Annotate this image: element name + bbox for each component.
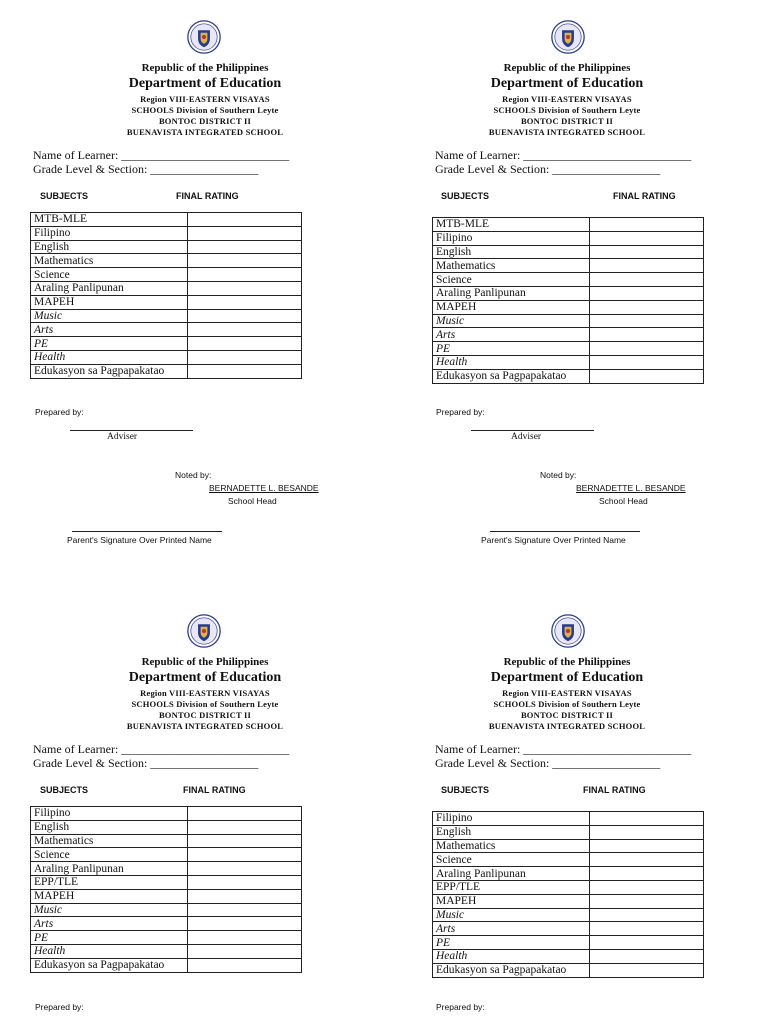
subject-name: Music <box>433 908 590 922</box>
school-head-title: School Head <box>599 496 648 506</box>
subject-name: Filipino <box>31 226 188 240</box>
table-row <box>31 917 302 931</box>
final-rating-cell[interactable] <box>188 254 302 268</box>
subject-name: Health <box>31 350 188 364</box>
table-row <box>31 254 302 268</box>
prepared-by-label: Prepared by: <box>35 407 84 417</box>
district-text: BONTOC DISTRICT II <box>158 710 252 720</box>
noted-by-label: Noted by: <box>175 470 212 480</box>
grade-section-field: Grade Level & Section: __________________ <box>435 756 661 770</box>
subject-name: Arts <box>433 922 590 936</box>
table-row <box>433 908 704 922</box>
school-name: BUENAVISTA INTEGRATED SCHOOL <box>126 721 284 731</box>
parent-signature-label: Parent's Signature Over Printed Name <box>481 535 626 545</box>
table-row <box>31 958 302 972</box>
final-rating-cell[interactable] <box>590 812 704 826</box>
parent-signature-label: Parent's Signature Over Printed Name <box>67 535 212 545</box>
final-rating-cell[interactable] <box>590 936 704 950</box>
final-rating-cell[interactable] <box>188 834 302 848</box>
final-rating-cell[interactable] <box>188 281 302 295</box>
final-rating-column-header: FINAL RATING <box>183 785 246 795</box>
table-row <box>433 867 704 881</box>
final-rating-column-header: FINAL RATING <box>613 191 676 201</box>
final-rating-cell[interactable] <box>188 944 302 958</box>
final-rating-cell[interactable] <box>188 337 302 351</box>
table-row <box>31 295 302 309</box>
subject-name: Araling Panlipunan <box>31 281 188 295</box>
table-row <box>433 286 704 300</box>
final-rating-cell[interactable] <box>188 820 302 834</box>
final-rating-cell[interactable] <box>188 213 302 227</box>
subject-name: Mathematics <box>31 834 188 848</box>
deped-seal-icon <box>187 20 221 54</box>
grades-table-body <box>31 213 302 379</box>
table-row <box>31 337 302 351</box>
final-rating-cell[interactable] <box>188 875 302 889</box>
subject-name: Mathematics <box>433 839 590 853</box>
final-rating-cell[interactable] <box>590 355 704 369</box>
final-rating-cell[interactable] <box>590 963 704 977</box>
final-rating-cell[interactable] <box>590 880 704 894</box>
grades-table <box>432 217 704 384</box>
subjects-column-header: SUBJECTS <box>40 191 89 201</box>
subject-name: Music <box>31 309 188 323</box>
final-rating-cell[interactable] <box>188 889 302 903</box>
final-rating-cell[interactable] <box>188 268 302 282</box>
division-text: SCHOOLS Division of Southern Leyte <box>493 699 641 709</box>
subject-name: English <box>31 820 188 834</box>
table-row <box>31 848 302 862</box>
subject-name: Health <box>433 355 590 369</box>
subject-name: EPP/TLE <box>31 875 188 889</box>
subject-name: Mathematics <box>31 254 188 268</box>
subject-name: Araling Panlipunan <box>31 862 188 876</box>
subject-name: Edukasyon sa Pagpapakatao <box>31 364 188 378</box>
table-row <box>31 944 302 958</box>
final-rating-cell[interactable] <box>590 825 704 839</box>
school-head-name: BERNADETTE L. BESANDE <box>576 483 686 493</box>
final-rating-cell[interactable] <box>590 853 704 867</box>
table-row <box>31 834 302 848</box>
subjects-column-header: SUBJECTS <box>40 785 89 795</box>
prepared-by-label: Prepared by: <box>35 1002 84 1012</box>
adviser-label: Adviser <box>107 432 138 442</box>
grade-section-field: Grade Level & Section: __________________ <box>435 162 661 176</box>
republic-text: Republic of the Philippines <box>141 656 269 668</box>
subject-name: EPP/TLE <box>433 880 590 894</box>
region-text: Region VIII-EASTERN VISAYAS <box>502 94 632 104</box>
subject-name: MAPEH <box>433 300 590 314</box>
subject-name: Edukasyon sa Pagpapakatao <box>433 963 590 977</box>
table-row <box>31 268 302 282</box>
subject-name: Filipino <box>433 231 590 245</box>
subject-name: MAPEH <box>31 889 188 903</box>
final-rating-cell[interactable] <box>590 894 704 908</box>
table-row <box>433 825 704 839</box>
final-rating-cell[interactable] <box>188 295 302 309</box>
table-row <box>31 309 302 323</box>
final-rating-cell[interactable] <box>188 862 302 876</box>
learner-name-field: Name of Learner: ____________________________ <box>33 742 290 756</box>
final-rating-cell[interactable] <box>590 259 704 273</box>
region-text: Region VIII-EASTERN VISAYAS <box>140 94 270 104</box>
subject-name: Araling Panlipunan <box>433 867 590 881</box>
final-rating-cell[interactable] <box>590 922 704 936</box>
table-row <box>433 273 704 287</box>
table-row <box>433 894 704 908</box>
final-rating-cell[interactable] <box>590 314 704 328</box>
final-rating-cell[interactable] <box>188 807 302 821</box>
subject-name: English <box>433 825 590 839</box>
final-rating-cell[interactable] <box>188 323 302 337</box>
table-row <box>433 369 704 383</box>
table-row <box>433 355 704 369</box>
table-row <box>31 807 302 821</box>
table-row <box>433 922 704 936</box>
grade-section-field: Grade Level & Section: __________________ <box>33 756 259 770</box>
subject-name: PE <box>31 931 188 945</box>
final-rating-cell[interactable] <box>590 218 704 232</box>
school-name: BUENAVISTA INTEGRATED SCHOOL <box>126 127 284 137</box>
department-title: Department of Education <box>490 670 644 685</box>
subject-name: Science <box>433 273 590 287</box>
parent-signature-line <box>72 531 222 532</box>
department-title: Department of Education <box>128 670 282 685</box>
subject-name: English <box>433 245 590 259</box>
subject-name: Music <box>31 903 188 917</box>
final-rating-cell[interactable] <box>188 848 302 862</box>
grade-section-field: Grade Level & Section: __________________ <box>33 162 259 176</box>
final-rating-cell[interactable] <box>590 867 704 881</box>
deped-seal-icon <box>551 20 585 54</box>
subject-name: PE <box>433 342 590 356</box>
table-row <box>31 862 302 876</box>
parent-signature-line <box>490 531 640 532</box>
region-text: Region VIII-EASTERN VISAYAS <box>140 688 270 698</box>
table-row <box>31 281 302 295</box>
grades-table <box>30 212 302 379</box>
table-row <box>433 880 704 894</box>
final-rating-cell[interactable] <box>188 240 302 254</box>
subject-name: Music <box>433 314 590 328</box>
republic-text: Republic of the Philippines <box>141 62 269 74</box>
learner-name-field: Name of Learner: ____________________________ <box>33 148 290 162</box>
table-row <box>31 903 302 917</box>
table-row <box>31 240 302 254</box>
division-text: SCHOOLS Division of Southern Leyte <box>493 105 641 115</box>
final-rating-column-header: FINAL RATING <box>583 785 646 795</box>
school-name: BUENAVISTA INTEGRATED SCHOOL <box>488 721 646 731</box>
department-title: Department of Education <box>490 76 644 91</box>
final-rating-cell[interactable] <box>188 958 302 972</box>
table-row <box>433 963 704 977</box>
adviser-signature-line <box>471 430 594 431</box>
learner-name-field: Name of Learner: ____________________________ <box>435 742 692 756</box>
table-row <box>31 931 302 945</box>
grades-table <box>432 811 704 978</box>
table-row <box>433 853 704 867</box>
final-rating-cell[interactable] <box>590 839 704 853</box>
final-rating-cell[interactable] <box>188 226 302 240</box>
deped-seal-icon <box>187 614 221 648</box>
final-rating-cell[interactable] <box>590 369 704 383</box>
subject-name: Science <box>433 853 590 867</box>
final-rating-cell[interactable] <box>188 364 302 378</box>
adviser-signature-line <box>70 430 193 431</box>
table-row <box>433 342 704 356</box>
table-row <box>31 820 302 834</box>
final-rating-cell[interactable] <box>590 231 704 245</box>
final-rating-cell[interactable] <box>188 350 302 364</box>
table-row <box>433 259 704 273</box>
subject-name: MTB-MLE <box>433 218 590 232</box>
subject-name: Arts <box>31 917 188 931</box>
table-row <box>433 314 704 328</box>
table-row <box>433 936 704 950</box>
final-rating-column-header: FINAL RATING <box>176 191 239 201</box>
final-rating-cell[interactable] <box>188 903 302 917</box>
table-row <box>31 875 302 889</box>
table-row <box>433 218 704 232</box>
subject-name: Health <box>433 949 590 963</box>
grades-table <box>30 806 302 973</box>
table-row <box>31 323 302 337</box>
district-text: BONTOC DISTRICT II <box>520 710 614 720</box>
republic-text: Republic of the Philippines <box>503 62 631 74</box>
table-row <box>31 350 302 364</box>
final-rating-cell[interactable] <box>590 328 704 342</box>
subject-name: Edukasyon sa Pagpapakatao <box>433 369 590 383</box>
subject-name: MTB-MLE <box>31 213 188 227</box>
table-row <box>31 213 302 227</box>
subject-name: Filipino <box>433 812 590 826</box>
final-rating-cell[interactable] <box>590 949 704 963</box>
table-row <box>433 300 704 314</box>
prepared-by-label: Prepared by: <box>436 407 485 417</box>
table-row <box>31 889 302 903</box>
subject-name: Arts <box>31 323 188 337</box>
subject-name: English <box>31 240 188 254</box>
prepared-by-label: Prepared by: <box>436 1002 485 1012</box>
subject-name: PE <box>433 936 590 950</box>
grades-table-body <box>433 218 704 384</box>
school-name: BUENAVISTA INTEGRATED SCHOOL <box>488 127 646 137</box>
final-rating-cell[interactable] <box>590 908 704 922</box>
final-rating-cell[interactable] <box>590 273 704 287</box>
grades-table-body <box>433 812 704 978</box>
table-row <box>31 226 302 240</box>
table-row <box>433 245 704 259</box>
district-text: BONTOC DISTRICT II <box>520 116 614 126</box>
republic-text: Republic of the Philippines <box>503 656 631 668</box>
table-row <box>433 231 704 245</box>
noted-by-label: Noted by: <box>540 470 577 480</box>
final-rating-cell[interactable] <box>590 300 704 314</box>
division-text: SCHOOLS Division of Southern Leyte <box>131 699 279 709</box>
subject-name: MAPEH <box>433 894 590 908</box>
table-row <box>31 364 302 378</box>
school-head-title: School Head <box>228 496 277 506</box>
final-rating-cell[interactable] <box>590 286 704 300</box>
table-row <box>433 812 704 826</box>
subject-name: Science <box>31 848 188 862</box>
adviser-label: Adviser <box>511 432 542 442</box>
region-text: Region VIII-EASTERN VISAYAS <box>502 688 632 698</box>
subject-name: Edukasyon sa Pagpapakatao <box>31 958 188 972</box>
subject-name: PE <box>31 337 188 351</box>
table-row <box>433 949 704 963</box>
subject-name: Araling Panlipunan <box>433 286 590 300</box>
subject-name: Arts <box>433 328 590 342</box>
department-title: Department of Education <box>128 76 282 91</box>
subjects-column-header: SUBJECTS <box>441 785 490 795</box>
subject-name: Science <box>31 268 188 282</box>
final-rating-cell[interactable] <box>188 931 302 945</box>
subject-name: MAPEH <box>31 295 188 309</box>
school-head-name: BERNADETTE L. BESANDE <box>209 483 319 493</box>
subjects-column-header: SUBJECTS <box>441 191 490 201</box>
grades-table-body <box>31 807 302 973</box>
table-row <box>433 839 704 853</box>
final-rating-cell[interactable] <box>590 342 704 356</box>
learner-name-field: Name of Learner: ____________________________ <box>435 148 692 162</box>
final-rating-cell[interactable] <box>188 309 302 323</box>
subject-name: Mathematics <box>433 259 590 273</box>
district-text: BONTOC DISTRICT II <box>158 116 252 126</box>
subject-name: Health <box>31 944 188 958</box>
final-rating-cell[interactable] <box>188 917 302 931</box>
division-text: SCHOOLS Division of Southern Leyte <box>131 105 279 115</box>
deped-seal-icon <box>551 614 585 648</box>
table-row <box>433 328 704 342</box>
final-rating-cell[interactable] <box>590 245 704 259</box>
subject-name: Filipino <box>31 807 188 821</box>
